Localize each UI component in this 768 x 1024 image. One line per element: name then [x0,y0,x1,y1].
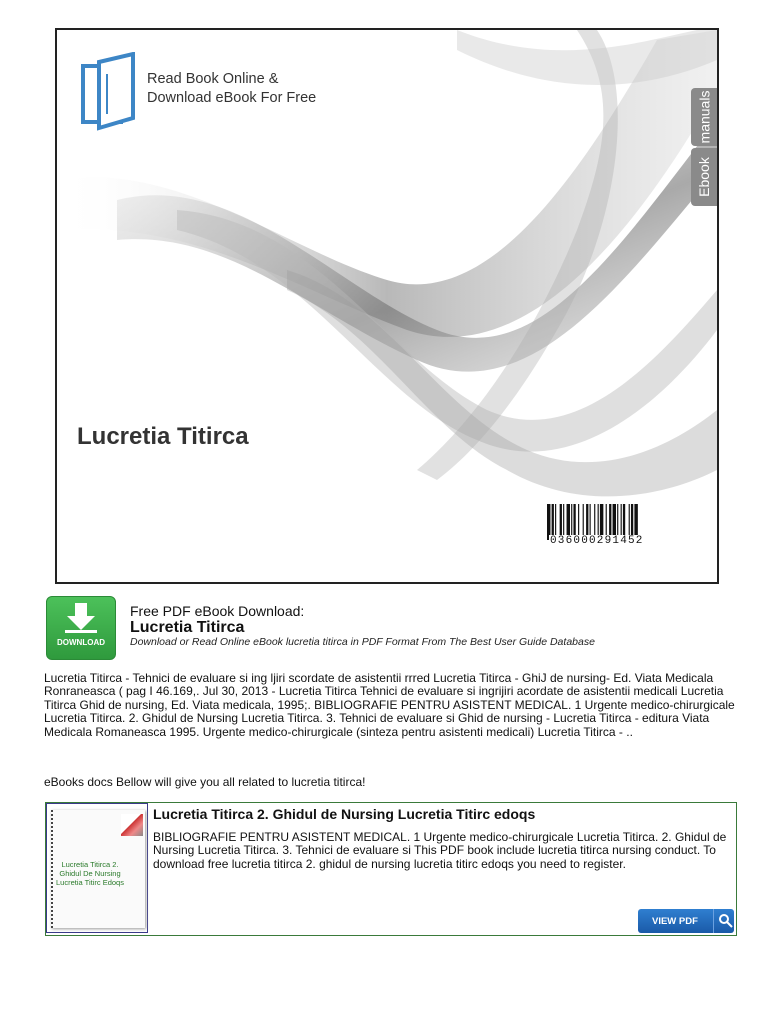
ebook-tab-label: Ebook [696,157,713,197]
download-arrow-icon [63,603,99,633]
book-cover [55,28,719,584]
page-curl-icon [121,814,143,836]
logo-line-2: Download eBook For Free [147,90,317,106]
magnifier-icon [713,909,734,933]
ebooks-intro-text: eBooks docs Bellow will give you all related to lucretia titirca! [44,775,366,789]
view-pdf-label: VIEW PDF [652,915,698,927]
cover-wave-art [57,30,717,582]
manuals-tab [691,88,717,146]
view-pdf-button[interactable] [638,909,734,933]
manuals-tab-label: manuals [696,90,713,144]
logo-text [147,70,316,108]
download-button[interactable] [46,596,116,660]
cover-title: Lucretia Titirca [77,423,249,450]
pdf-thumbnail[interactable] [46,803,148,933]
result-title[interactable]: Lucretia Titirca 2. Ghidul de Nursing Lucretia Titirc edoqs [153,806,536,822]
logo-line-1: Read Book Online & [147,71,279,87]
result-description: BIBLIOGRAFIE PENTRU ASISTENT MEDICAL. 1 Urgente medico-chirurgicale Lucretia Titirca. 2. Ghidul de Nursing Lucretia Titirca. 3. Tehnici de evaluare si This PDF book include lucretia titirca nursing conduct. To download free lucretia titirca 2. ghidul de nursing lucretia titirc edoqs you need to register. [153,830,727,871]
book-title: Lucretia Titirca [130,619,245,636]
thumbnail-text: Lucretia Titirca 2. Ghidul De Nursing Lucretia Titirc Edoqs [56,860,124,887]
barcode-number: 036000291452 [550,535,644,547]
free-download-text: Free PDF eBook Download: [130,603,305,619]
description-paragraph: Lucretia Titirca - Tehnici de evaluare si ing ljiri scordate de asistentii rrred Lucretia Titirca - GhiJ de nursing- Ed. Viata Medicala Ronraneasca ( pag I 46.169,. Jul 30, 2013 - Lucretia Titirca Tehnici de evaluare si ingrijiri acordate de asistentii medicali Lucretia Titirca Ghid de nursing, Ed. Viata medicala, 1995;. BIBLIOGRAFIE PENTRU ASISTENT MEDICAL. 1 Urgente medico-chirurgicale Lucretia Titirca. 2. Ghidul de Nursing Lucretia Titirca. 3. Tehnici de evaluare si Ghid de nursing - Lucretia Titirca - editura Viata Medicala Romaneasca 1995. Urgente medico-chirurgicale (sinteza pentru asistenti medicali) Lucretia Titirca - .. [44,671,735,739]
thumbnail-page [51,810,145,928]
book-logo-icon [77,52,143,134]
ebook-tab [691,148,717,206]
ebook-result-card [45,802,737,936]
download-button-label: DOWNLOAD [57,638,105,647]
download-subline: Download or Read Online eBook lucretia titirca in PDF Format From The Best User Guide Database [130,636,595,648]
